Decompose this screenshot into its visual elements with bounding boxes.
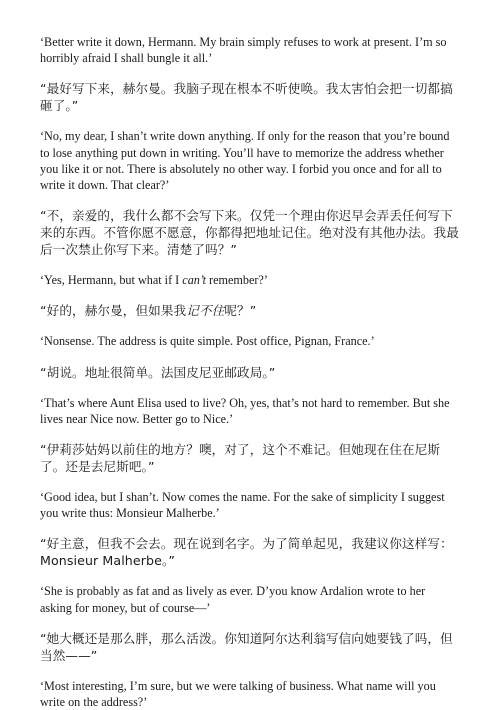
emphasis-text: 记不住 [186, 303, 225, 319]
paragraph-en: ‘She is probably as fat and as lively as ever. D’you know Ardalion wrote to her asking for money, but of course—’ [40, 584, 426, 615]
paragraph-en: ‘Most interesting, I’m sure, but we were talking of business. What name will you write on the address?’ [40, 678, 436, 710]
paragraph-zh: “最好写下来，赫尔曼。我脑子现在根本不听使唤。我太害怕会把一切都搞砸了。” [40, 81, 453, 114]
paragraph-zh: “伊莉莎姑妈以前住的地方？噢，对了，这个不难记。但她现在住在尼斯了。还是去尼斯吧。” [40, 442, 441, 475]
paragraph-en: ‘That’s where Aunt Elisa used to live? Oh, yes, that’s not hard to remember. But she lives near Nice now. Better go to Nice.’ [40, 395, 450, 426]
text-span: 呢？” [224, 303, 257, 319]
text-span: ‘Yes, Hermann, but what if I [40, 273, 183, 288]
paragraph-zh: “不，亲爱的，我什么都不会写下来。仅凭一个理由你迟早会弄丢任何写下来的东西。不管你愿不愿意，你都得把地址记住。绝对没有其他办法。我最后一次禁止你写下来。清楚了吗？” [40, 208, 459, 258]
paragraph-zh: “她大概还是那么胖，那么活泼。你知道阿尔达利翁写信向她要钱了吗，但当然——” [40, 630, 453, 663]
text-span: remember?’ [205, 273, 268, 288]
text-span: “好的，赫尔曼，但如果我 [40, 303, 187, 319]
paragraph-en: ‘Nonsense. The address is quite simple. Post office, Pignan, France.’ [40, 334, 375, 349]
paragraph-en [40, 272, 460, 288]
paragraph-en: ‘Better write it down, Hermann. My brain simply refuses to work at present. I’m so horribly afraid I shall bungle it all.’ [40, 35, 447, 66]
emphasis-text: can’t [182, 273, 206, 288]
paragraph-zh: “好主意，但我不会去。现在说到名字。为了简单起见，我建议你这样写：Monsieur Malherbe。” [40, 536, 453, 569]
paragraph-en: ‘Good idea, but I shan’t. Now comes the name. For the sake of simplicity I suggest you write thus: Monsieur Malherbe.’ [40, 490, 445, 521]
paragraph-zh [40, 302, 460, 319]
paragraph-en: ‘No, my dear, I shan’t write down anything. If only for the reason that you’re bound to lose anything put down in writing. You’ll have to memorize the address whether you like it or not. There is absolutely no other way. I forbid you once and for all to write it down. That clear?’ [40, 129, 450, 193]
paragraph-zh: “胡说。地址很简单。法国皮尼亚邮政局。” [40, 364, 276, 380]
